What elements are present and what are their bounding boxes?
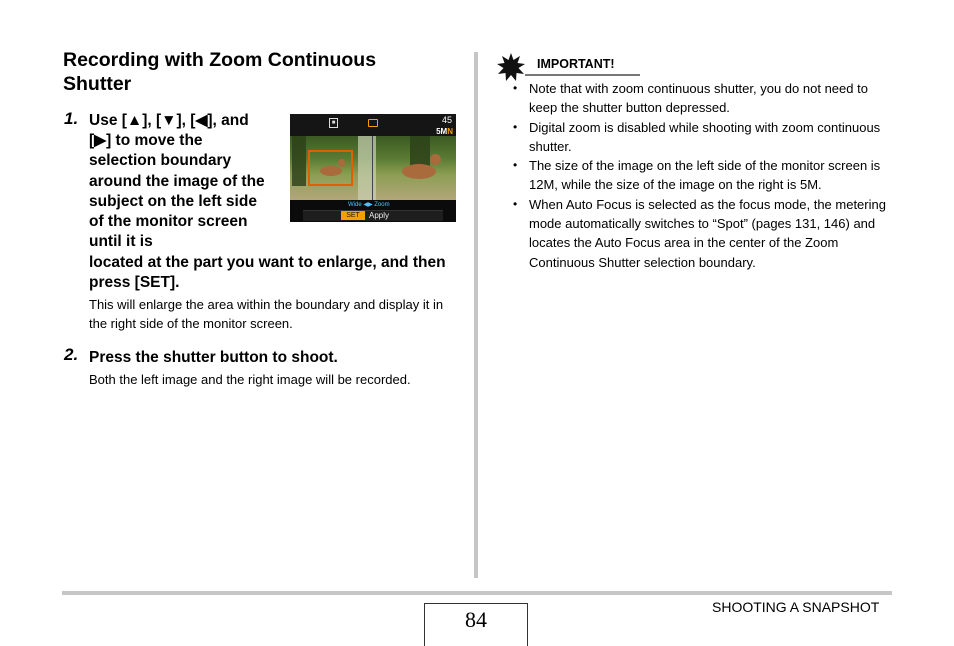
list-item: • When Auto Focus is selected as the focus mode, the metering mode automatically switches to “Spot” (pages 131, 146) and locates the Auto Focus area in the center of the Zoom Continuous Shutter selection boundary. — [508, 195, 898, 272]
wide-zoom-indicator: Wide ◀▶ Zoom — [348, 202, 390, 208]
column-divider — [474, 52, 478, 578]
deer-right-head — [430, 154, 441, 165]
step-1-number: 1. — [64, 109, 79, 128]
tree-shape — [292, 136, 306, 186]
image-size-indicator — [436, 127, 453, 136]
important-list — [508, 79, 898, 272]
shot-count: 45 — [441, 115, 452, 125]
apply-bar — [303, 210, 443, 221]
starburst-icon — [497, 53, 525, 81]
footer-section-name: SHOOTING A SNAPSHOT — [712, 599, 880, 615]
quality-value: N — [447, 127, 453, 136]
deer-right-body — [402, 164, 436, 179]
mode-icon: ■ — [329, 118, 338, 128]
section-title: Recording with Zoom Continuous Shutter — [63, 49, 377, 95]
selection-boundary — [308, 150, 353, 186]
step-2-instruction: Press the shutter button to shoot. — [89, 349, 338, 366]
step-2-description: Both the left image and the right image will be recorded. — [89, 372, 411, 387]
step-1-instruction-continued: located at the part you want to enlarge, and then press [SET]. — [89, 254, 446, 292]
camera-bottom-bar — [290, 200, 456, 222]
light-shape — [358, 136, 376, 200]
list-item: • Digital zoom is disabled while shooting with zoom continuous shutter. — [508, 118, 898, 157]
list-item: • Note that with zoom continuous shutter, you do not need to keep the shutter button depressed. — [508, 79, 898, 118]
page-number: 84 — [465, 607, 487, 632]
step-1-instruction: Use [▲], [▼], [◀], and [▶] to move the selection boundary around the image of the subject on the left side of the monitor screen until it is — [89, 112, 265, 251]
set-button-label: SET — [341, 211, 365, 220]
step-2-number: 2. — [64, 345, 79, 364]
image-size-value: 5M — [436, 127, 448, 136]
step-1-description: This will enlarge the area within the boundary and display it in the right side of the monitor screen. — [89, 297, 444, 331]
battery-icon — [368, 119, 378, 127]
important-label: IMPORTANT! — [537, 57, 615, 71]
apply-label: Apply — [369, 211, 390, 220]
footer-rule — [62, 591, 892, 595]
screen-divider — [372, 136, 373, 200]
list-item: • The size of the image on the left side of the monitor screen is 12M, while the size of the image on the right is 5M. — [508, 156, 898, 195]
camera-status-bar — [290, 114, 456, 136]
important-underline — [525, 74, 640, 76]
camera-monitor-screen — [290, 114, 456, 222]
